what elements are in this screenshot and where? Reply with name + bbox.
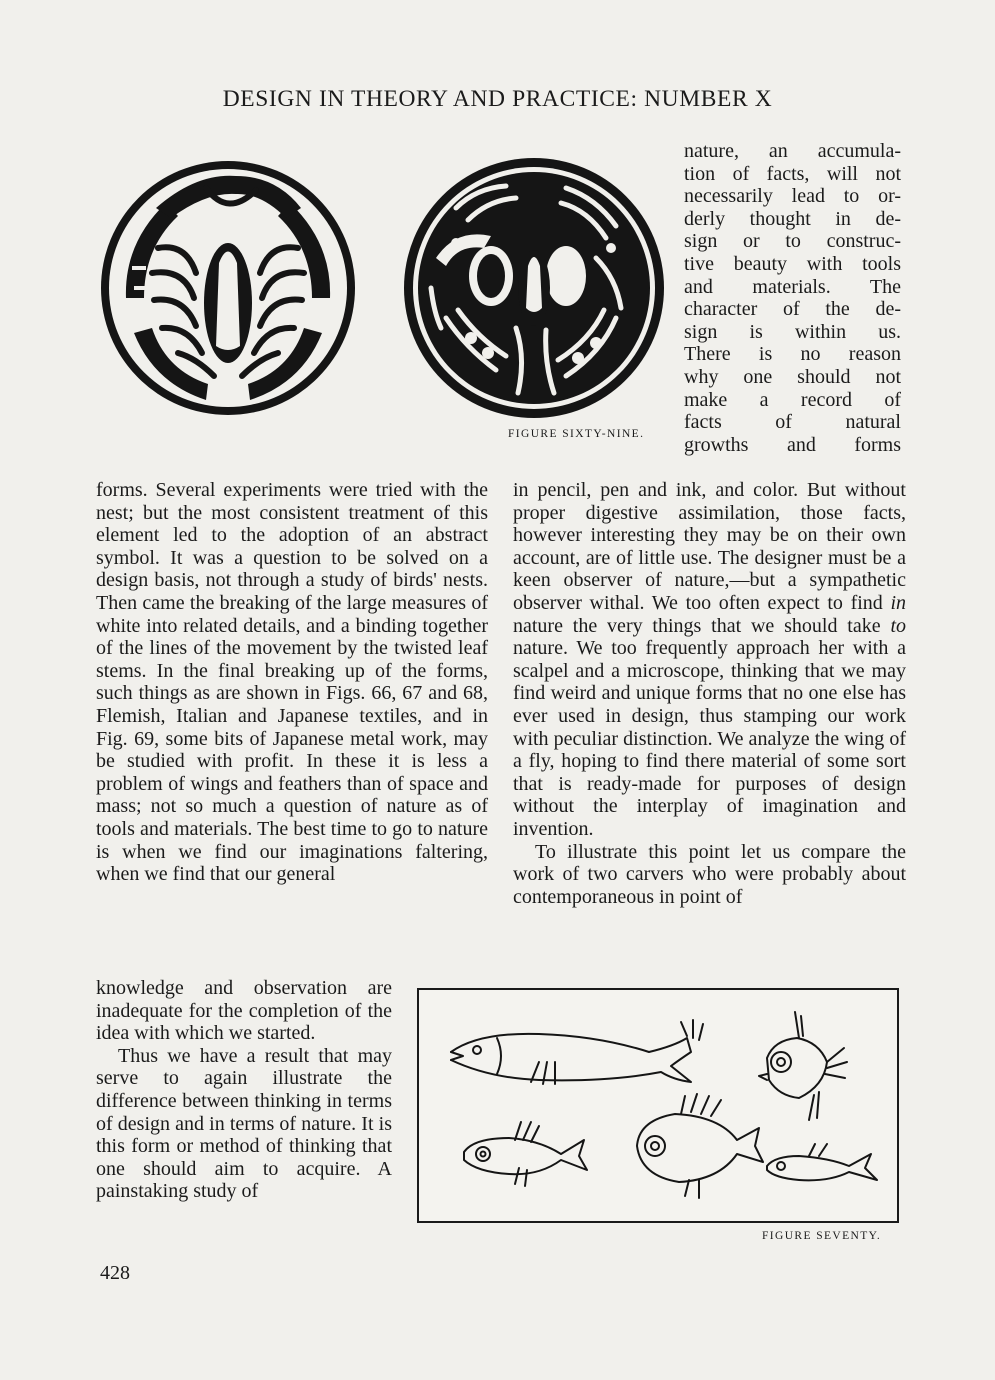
figure-seventy bbox=[417, 988, 899, 1223]
right-top-line: nature, an accumula- bbox=[684, 140, 901, 162]
right-p1-em-to: to bbox=[890, 614, 906, 637]
fish-long bbox=[451, 1020, 703, 1084]
right-top-line: derly thought in de- bbox=[684, 207, 901, 230]
tsuba-illustrations bbox=[96, 148, 671, 423]
right-top-text bbox=[684, 140, 901, 456]
right-paragraph-2: To illustrate this point let us compare the work of two carvers who were probably about contemporaneous in point of bbox=[513, 840, 906, 908]
right-top-line: necessarily lead to or- bbox=[684, 185, 901, 208]
right-column-text bbox=[513, 479, 906, 908]
figure-69-caption: FIGURE SIXTY-NINE. bbox=[508, 428, 645, 440]
page-number: 428 bbox=[100, 1262, 130, 1284]
left-narrow-paragraph-1: knowledge and observation are inadequate for the completion of the idea with which we started. bbox=[96, 977, 392, 1045]
right-top-line: sign is within us. bbox=[684, 320, 901, 343]
figure-sixty-nine bbox=[96, 148, 671, 423]
crane-tsuba bbox=[101, 161, 355, 415]
right-paragraph-1 bbox=[513, 479, 906, 841]
fish-tiny bbox=[767, 1144, 877, 1180]
right-top-line: tive beauty with tools bbox=[684, 252, 901, 275]
phoenix-tsuba bbox=[404, 158, 664, 418]
right-top-line: why one should not bbox=[684, 365, 901, 388]
right-p1-b: nature the very things that we should take bbox=[513, 614, 891, 637]
right-top-line: There is no reason bbox=[684, 343, 901, 366]
left-column-text bbox=[96, 479, 488, 886]
fish-sketches bbox=[419, 990, 896, 1220]
right-top-line: sign or to construc- bbox=[684, 230, 901, 253]
right-top-line: and materials. The bbox=[684, 275, 901, 298]
right-top-line: make a record of bbox=[684, 388, 901, 411]
right-top-line: character of the de- bbox=[684, 298, 901, 321]
fish-puffy bbox=[637, 1094, 763, 1198]
left-narrow-text bbox=[96, 977, 392, 1203]
right-p1-em-in: in bbox=[890, 591, 906, 614]
left-narrow-paragraph-2: Thus we have a result that may serve to again illustrate the difference between thinking in terms of design and in terms of nature. It is this form or method of thinking that one should aim to acquire. A painstaking study of bbox=[96, 1044, 392, 1203]
running-title: DESIGN IN THEORY AND PRACTICE: NUMBER X bbox=[222, 86, 773, 112]
right-p1-a: in pencil, pen and ink, and color. But without proper digestive assimilation, those facts, however interesting they may be on their own account, are of little use. The designer must be a keen observer of nature,—but a sympathetic observer withal. We too often expect to find bbox=[513, 479, 906, 614]
right-top-line: tion of facts, will not bbox=[684, 162, 901, 185]
right-top-line: facts of natural bbox=[684, 411, 901, 434]
right-top-line: growths and forms bbox=[684, 433, 901, 456]
left-paragraph: forms. Several experiments were tried with the nest; but the most consistent treatment of this element led to the adoption of an abstract symbol. It was a question to be solved on a design basis, not through a study of birds' nests. Then came the breaking of the large measures of white into related details, and a binding together of the lines of the movement by the twisted leaf stems. In the final breaking up of the forms, such things as are shown in Figs. 66, 67 and 68, Flemish, Italian and Japanese textiles, and in Fig. 69, some bits of Japanese metal work, may be studied with profit. In these it is less a problem of wings and feathers than of space and mass; not so much a question of nature as of tools and materials. The best time to go to nature is when we find our imaginations faltering, when we find that our general bbox=[96, 479, 488, 886]
right-p1-c: nature. We too frequently approach her with a scalpel and a microscope, thinking that we may find weird and unique forms that no one else has ever used in design, thus stamping our work with peculiar distinction. We analyze the wing of a fly, hoping to find there material of some sort that is ready-made for purposes of design without the interplay of imagination and invention. bbox=[513, 637, 906, 840]
fish-upright bbox=[759, 1012, 847, 1120]
fish-small-left bbox=[464, 1122, 587, 1186]
figure-70-caption: FIGURE SEVENTY. bbox=[762, 1230, 882, 1242]
